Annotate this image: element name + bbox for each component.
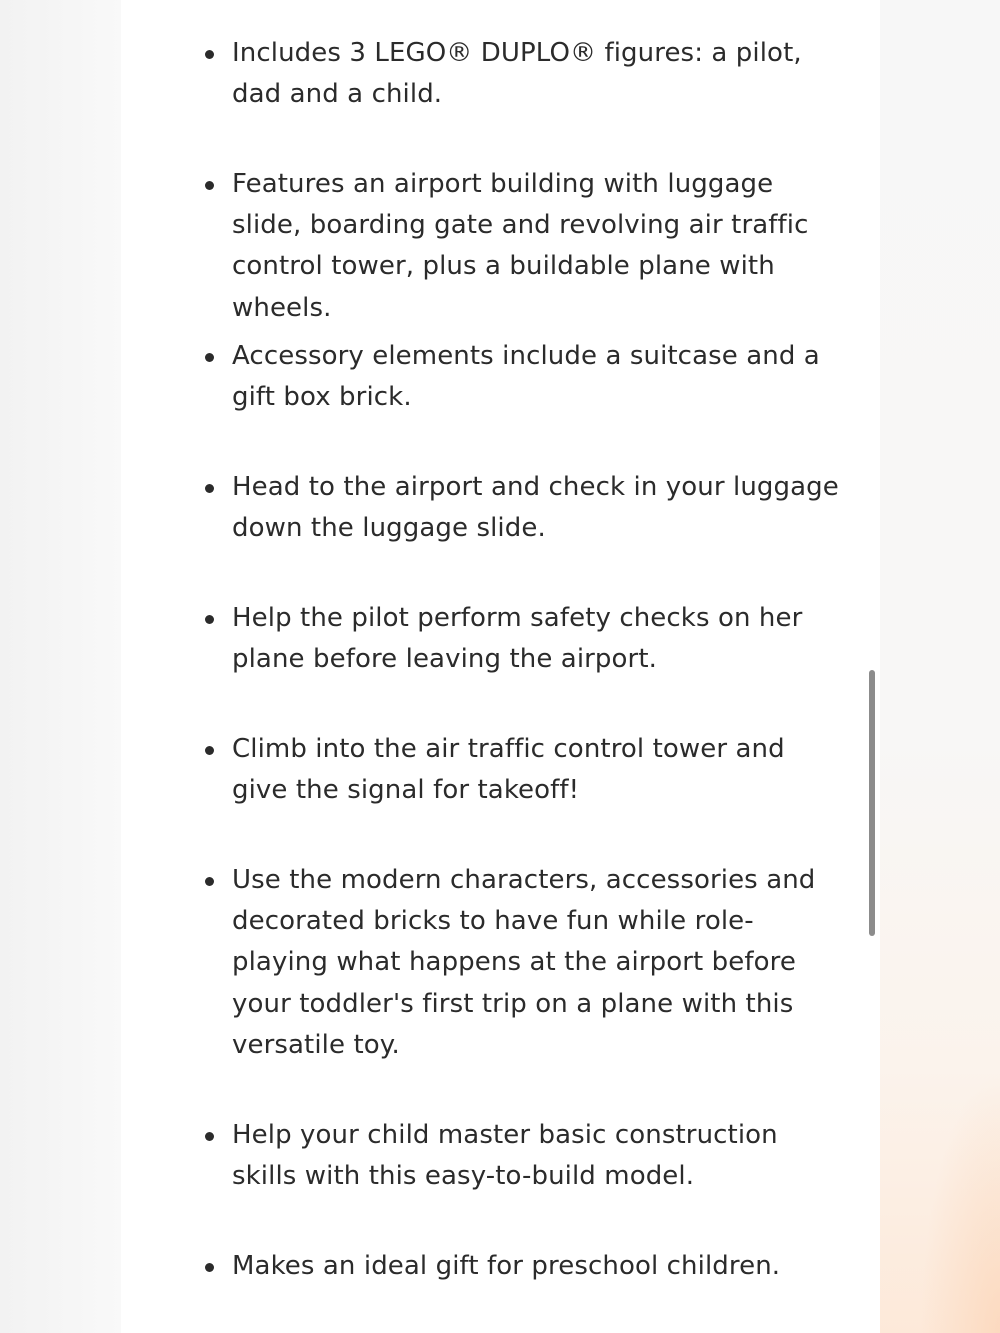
page-backdrop-right: [880, 0, 1000, 1333]
product-details-panel: [121, 0, 880, 1333]
feature-text: Head to the airport and check in your luggage down the luggage slide.: [232, 472, 839, 544]
feature-text: Help the pilot perform safety checks on her plane before leaving the airport.: [232, 603, 803, 675]
bullet-icon: [205, 181, 214, 190]
feature-text: Climb into the air traffic control tower and give the signal for takeoff!: [232, 734, 785, 806]
scrollbar-thumb[interactable]: [869, 670, 875, 936]
bullet-icon: [205, 1132, 214, 1141]
page-backdrop-left: [0, 0, 121, 1333]
feature-text: Accessory elements include a suitcase and a gift box brick.: [232, 341, 820, 413]
bullet-icon: [205, 877, 214, 886]
feature-text: Includes 3 LEGO® DUPLO® figures: a pilot, dad and a child.: [232, 38, 802, 110]
bullet-icon: [205, 484, 214, 493]
feature-text: Use the modern characters, accessories and decorated bricks to have fun while role-playing what happens at the airport before your toddler's first trip on a plane with this versatile toy.: [232, 865, 816, 1060]
feature-text: Makes an ideal gift for preschool children.: [232, 1251, 781, 1281]
bullet-icon: [205, 746, 214, 755]
bullet-icon: [205, 1263, 214, 1272]
bullet-icon: [205, 615, 214, 624]
bullet-icon: [205, 353, 214, 362]
feature-text: Features an airport building with luggage slide, boarding gate and revolving air traffic control tower, plus a buildable plane with wheels.: [232, 169, 809, 323]
bullet-icon: [205, 50, 214, 59]
feature-text: Help your child master basic construction skills with this easy-to-build model.: [232, 1120, 778, 1192]
